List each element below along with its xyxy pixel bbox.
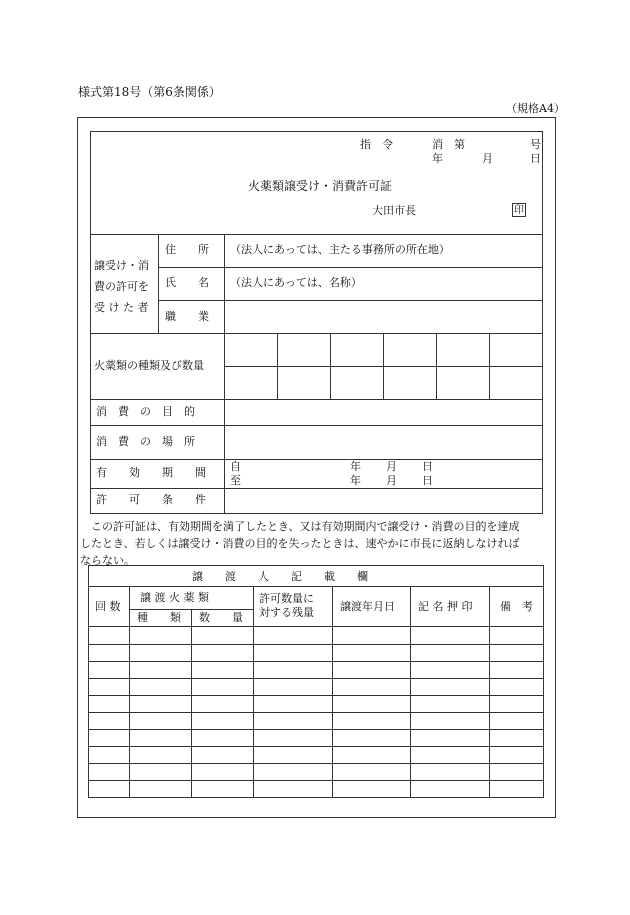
purpose-label: 消 費 の 目 的 bbox=[96, 405, 195, 418]
col-explosives: 譲 渡 火 薬 類 bbox=[140, 591, 209, 604]
occupation-label: 職 業 bbox=[165, 310, 209, 323]
name-note: （法人にあっては、名称） bbox=[230, 276, 362, 289]
notice-line: ならない。 bbox=[80, 554, 135, 567]
period-to: 至 bbox=[230, 474, 241, 487]
notice-line: したとき、若しくは譲受け・消費の目的を失ったときは、速やかに市長に返納しなければ bbox=[80, 537, 520, 550]
go-label: 号 bbox=[530, 138, 541, 151]
from-month: 月 bbox=[386, 460, 397, 473]
recipient-label-3: 受 け た 者 bbox=[94, 301, 149, 314]
period-from: 自 bbox=[230, 460, 241, 473]
col-remaining-1: 許可数量に bbox=[259, 592, 314, 605]
explosives-label: 火薬類の種類及び数量 bbox=[94, 359, 204, 372]
from-day: 日 bbox=[422, 460, 433, 473]
col-qty: 数 量 bbox=[199, 611, 243, 624]
col-seal: 記 名 押 印 bbox=[418, 600, 473, 613]
conditions-label: 許 可 条 件 bbox=[96, 493, 206, 506]
recipient-label-1: 譲受け・消 bbox=[94, 259, 149, 272]
form-number: 様式第18号（第6条関係） bbox=[78, 85, 221, 99]
to-day: 日 bbox=[422, 474, 433, 487]
recipient-label-2: 費の許可を bbox=[94, 280, 149, 293]
paper-size: （規格A4） bbox=[506, 102, 565, 115]
from-year: 年 bbox=[350, 460, 361, 473]
year-label: 年 bbox=[432, 152, 443, 165]
address-label: 住 所 bbox=[165, 243, 209, 256]
col-type: 種 類 bbox=[137, 611, 181, 624]
permit-title: 火薬類譲受け・消費許可証 bbox=[248, 179, 393, 193]
seal-mark: 印 bbox=[514, 205, 524, 216]
col-remaining-2: 対する残量 bbox=[259, 606, 314, 619]
return-notice bbox=[80, 518, 554, 569]
transfer-table-title: 譲 渡 人 記 載 欄 bbox=[192, 570, 368, 583]
notice-line: この許可証は、有効期間を満了したとき、又は有効期間内で譲受け・消費の目的を達成 bbox=[80, 520, 520, 533]
col-remarks: 備 考 bbox=[500, 600, 533, 613]
shirei-label: 指 令 bbox=[360, 138, 393, 151]
place-label: 消 費 の 場 所 bbox=[96, 435, 195, 448]
name-label: 氏 名 bbox=[165, 276, 209, 289]
sho-dai-label: 消 第 bbox=[432, 138, 465, 151]
issuer: 大田市長 bbox=[372, 204, 416, 217]
col-date: 譲渡年月日 bbox=[340, 600, 395, 613]
to-year: 年 bbox=[350, 474, 361, 487]
to-month: 月 bbox=[386, 474, 397, 487]
month-label: 月 bbox=[482, 152, 493, 165]
col-count: 回 数 bbox=[95, 600, 121, 613]
period-label: 有 効 期 間 bbox=[96, 466, 206, 479]
address-note: （法人にあっては、主たる事務所の所在地） bbox=[230, 243, 450, 256]
day-label: 日 bbox=[530, 152, 541, 165]
